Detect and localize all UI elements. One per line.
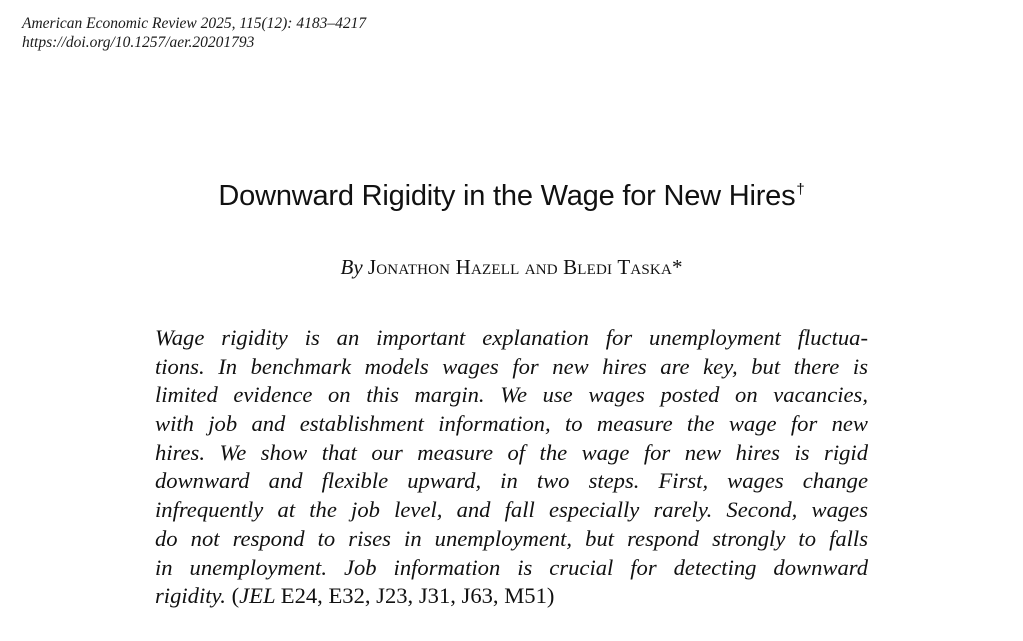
abstract-line: downward and flexible upward, in two steps. First, wages change — [155, 468, 868, 494]
abstract-last-line — [155, 582, 868, 611]
jel-open-paren: ( — [231, 583, 240, 609]
abstract-line: hires. We show that our measure of the wage for new hires is rigid — [155, 439, 868, 465]
abstract-line: with job and establishment information, to measure the wage for new — [155, 411, 868, 437]
abstract-line: in unemployment. Job information is crucial for detecting downward — [155, 554, 868, 580]
jel-codes: E24, E32, J23, J31, J63, M51 — [280, 583, 547, 609]
author-line — [0, 253, 1023, 281]
journal-citation: American Economic Review 2025, 115(12): 4183–4217 — [22, 15, 367, 32]
author-footnote-mark[interactable]: * — [672, 255, 683, 279]
abstract — [155, 324, 868, 611]
author-connector: and — [524, 255, 558, 279]
jel-close-paren: ) — [546, 583, 555, 609]
abstract-last-text: rigidity. — [155, 583, 226, 609]
author-name-1: Jonathon Hazell — [367, 255, 520, 279]
abstract-line: Wage rigidity is an important explanation for unemployment fluctua- — [155, 325, 868, 350]
abstract-line: infrequently at the job level, and fall especially rarely. Second, wages — [155, 497, 868, 523]
abstract-line: do not respond to rises in unemployment, but respond strongly to falls — [155, 525, 868, 551]
paper-title — [0, 178, 1023, 214]
doi-link[interactable]: https://doi.org/10.1257/aer.20201793 — [22, 34, 255, 51]
abstract-line: limited evidence on this margin. We use wages posted on vacancies, — [155, 382, 868, 408]
abstract-line: tions. In benchmark models wages for new hires are key, but there is — [155, 353, 868, 379]
journal-header — [22, 14, 366, 52]
jel-label: JEL — [239, 583, 276, 609]
author-name-2: Bledi Taska — [563, 255, 672, 279]
title-footnote-mark[interactable]: † — [796, 181, 805, 199]
by-label: By — [340, 255, 363, 279]
paper-title-text: Downward Rigidity in the Wage for New Hires — [218, 180, 796, 212]
